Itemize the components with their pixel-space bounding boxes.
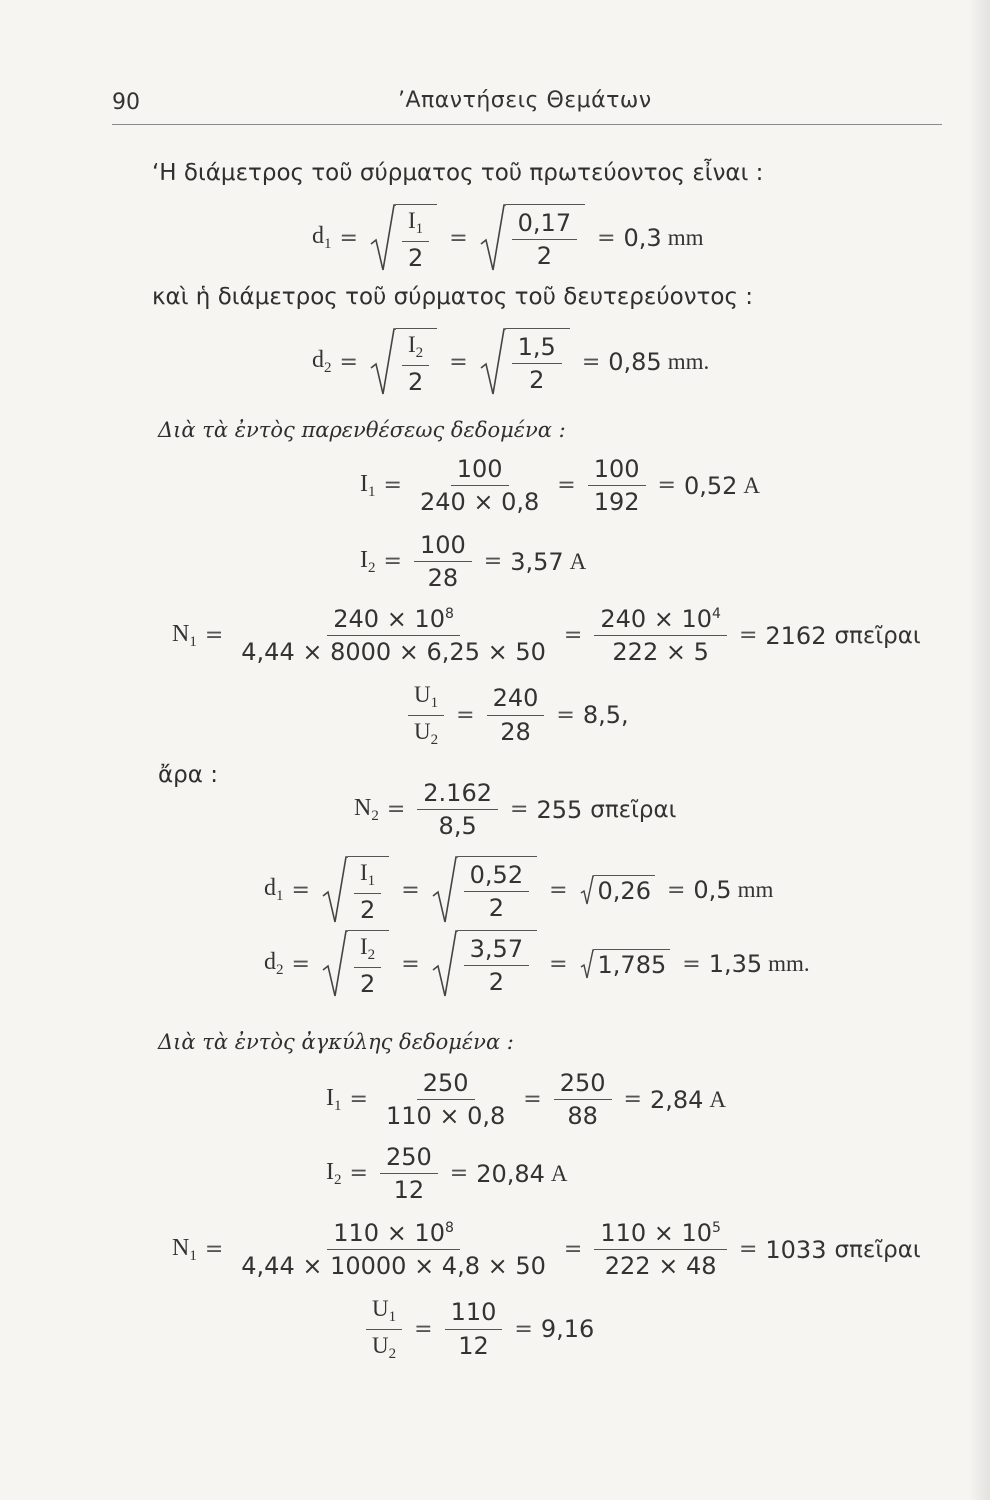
fraction: $\frac{U_1}{U_2}$ [366, 1296, 402, 1362]
sqrt-symbol: 1,785 [580, 949, 671, 979]
equation-I1-parenthesis: $I_1$ = $\frac{100}{240 \times 0,8}$ = $\frac{100}{192}$ = 0,52 A [360, 455, 761, 517]
unit: mm. [768, 951, 810, 976]
equation-I1-bracket: $I_1$ = $\frac{250}{110 \times 0,8}$ = $\frac{250}{88}$ = 2,84 A [326, 1069, 727, 1131]
equation-voltage-ratio-bracket: $\frac{U_1}{U_2}$ = $\frac{110}{12}$ = 9,16 [362, 1296, 594, 1362]
fraction: $\frac{100}{192}$ [588, 456, 646, 516]
unit: mm [737, 877, 774, 902]
sqrt-symbol [370, 328, 437, 396]
fraction: $\frac{100}{240 \times 0,8}$ [419, 455, 540, 517]
eq-lhs: $N_1$ [172, 620, 197, 650]
fraction: $\frac{I_1}{2}$ [402, 208, 429, 271]
fraction: $\frac{0,17}{2}$ [512, 210, 577, 270]
result-value: 9,16 [540, 1315, 595, 1343]
fraction: $\frac{240 \times 10^4}{222 \times 5}$ [594, 606, 727, 666]
fraction: $\frac{110}{12}$ [445, 1299, 503, 1359]
equation-d2-parenthesis: $d_2$ = $\frac{I_2}{2}$ = $\frac{3,57}{2}$ = 1,785 = 1,35 mm. [264, 930, 810, 998]
fraction: $\frac{240}{28}$ [487, 685, 545, 745]
unit: A [709, 1086, 727, 1112]
intro-secondary-text: καὶ ἡ διάμετρος τοῦ σύρματος τοῦ δευτερεύοντος : [152, 284, 754, 310]
fraction: $\frac{240 \times 10^8}{4,44 \times 8000 \times 6,25 \times 50}$ [241, 605, 546, 667]
fraction: $\frac{2.162}{8,5}$ [417, 780, 498, 840]
sqrt-symbol [432, 856, 537, 924]
eq-lhs: $d_2$ [312, 347, 332, 376]
fraction: $\frac{1,5}{2}$ [512, 334, 562, 394]
fraction: $\frac{250}{12}$ [380, 1144, 438, 1204]
sqrt-symbol [322, 856, 389, 924]
therefore-label: ἄρα : [158, 762, 218, 788]
unit: A [550, 1160, 568, 1186]
result-value: 2162 [765, 621, 827, 650]
sqrt-symbol [480, 204, 585, 272]
equation-N1-bracket: $N_1$ = $\frac{110 \times 10^8}{4,44 \times 10000 \times 4,8 \times 50}$ = $\frac{110 \times 10^5}{222 \times 48}$ = 1033 σπεῖραι [172, 1219, 921, 1281]
section-heading-bracket: Διὰ τὰ ἐντὸς ἀγκύλης δεδομένα : [158, 1030, 514, 1054]
eq-lhs: $d_1$ [312, 223, 332, 252]
sqrt-symbol [370, 204, 437, 272]
eq-lhs: $I_1$ [360, 470, 376, 500]
page-header [0, 0, 990, 130]
eq-lhs: $N_1$ [172, 1234, 197, 1264]
result-value: 20,84 [476, 1159, 545, 1188]
fraction: $\frac{3,57}{2}$ [464, 936, 529, 996]
intro-primary-text: ‘Η διάμετρος τοῦ σύρματος τοῦ πρωτεύοντος εἶναι : [152, 160, 764, 186]
fraction: $\frac{110 \times 10^5}{222 \times 48}$ [594, 1220, 727, 1280]
unit: mm. [667, 349, 710, 374]
result-value: 0,85 [608, 348, 662, 376]
page-number: 90 [112, 90, 140, 115]
fraction: $\frac{I_2}{2}$ [354, 934, 381, 997]
result-value: 1,35 [708, 950, 763, 978]
eq-lhs: $I_2$ [326, 1158, 342, 1188]
sqrt-symbol [480, 328, 570, 396]
fraction: $\frac{0,52}{2}$ [464, 862, 529, 922]
unit: mm [667, 225, 704, 250]
unit: σπεῖραι [834, 622, 921, 649]
eq-lhs: $I_2$ [360, 546, 376, 576]
fraction: $\frac{110 \times 10^8}{4,44 \times 10000 \times 4,8 \times 50}$ [241, 1219, 546, 1281]
header-rule [112, 124, 942, 125]
fraction: $\frac{I_2}{2}$ [402, 332, 429, 395]
result-value: 0,3 [623, 224, 662, 252]
unit: σπεῖραι [834, 1236, 921, 1263]
fraction: $\frac{100}{28}$ [414, 532, 472, 592]
eq-lhs: $I_1$ [326, 1084, 342, 1114]
fraction: $\frac{250}{110 \times 0,8}$ [385, 1069, 506, 1131]
unit: A [743, 472, 761, 498]
equation-I2-parenthesis: $I_2$ = $\frac{100}{28}$ = 3,57 A [360, 531, 587, 593]
fraction: $\frac{U_1}{U_2}$ [408, 682, 444, 748]
result-value: 2,84 [649, 1085, 704, 1114]
sqrt-symbol [432, 930, 537, 998]
eq-lhs: $N_2$ [354, 794, 379, 824]
result-value: 8,5, [582, 701, 629, 729]
running-title: ’Απαντήσεις Θεμάτων [398, 88, 652, 113]
section-heading-parenthesis: Διὰ τὰ ἐντὸς παρενθέσεως δεδομένα : [158, 418, 566, 442]
result-value: 1033 [765, 1235, 827, 1264]
result-value: 255 [536, 795, 583, 824]
equation-voltage-ratio-parenthesis: $\frac{U_1}{U_2}$ = $\frac{240}{28}$ = 8,5, [404, 682, 629, 748]
equation-I2-bracket: $I_2$ = $\frac{250}{12}$ = 20,84 A [326, 1143, 568, 1205]
equation-N1-parenthesis: $N_1$ = $\frac{240 \times 10^8}{4,44 \times 8000 \times 6,25 \times 50}$ = $\frac{240 \times 10^4}{222 \times 5}$ = 2162 σπεῖραι [172, 605, 921, 667]
result-value: 0,52 [683, 471, 738, 500]
equation-d1-parenthesis: $d_1$ = $\frac{I_1}{2}$ = $\frac{0,52}{2}$ = 0,26 = 0,5 mm [264, 856, 773, 924]
sqrt-symbol: 0,26 [580, 875, 655, 905]
result-value: 0,5 [693, 876, 732, 904]
unit: σπεῖραι [590, 796, 677, 823]
eq-lhs: $d_2$ [264, 949, 284, 978]
equation-d1-primary: $d_1$ = $\frac{I_1}{2}$ = $\frac{0,17}{2}$ = 0,3 mm [312, 204, 703, 272]
fraction: $\frac{I_1}{2}$ [354, 860, 381, 923]
eq-lhs: $d_1$ [264, 875, 284, 904]
equation-N2-parenthesis: $N_2$ = $\frac{2.162}{8,5}$ = 255 σπεῖραι [354, 779, 677, 841]
page-edge-shadow [968, 0, 990, 1500]
sqrt-symbol [322, 930, 389, 998]
result-value: 3,57 [510, 547, 564, 576]
unit: A [569, 548, 587, 574]
fraction: $\frac{250}{88}$ [554, 1070, 612, 1130]
equation-d2-primary: $d_2$ = $\frac{I_2}{2}$ = $\frac{1,5}{2}$ = 0,85 mm. [312, 328, 709, 396]
